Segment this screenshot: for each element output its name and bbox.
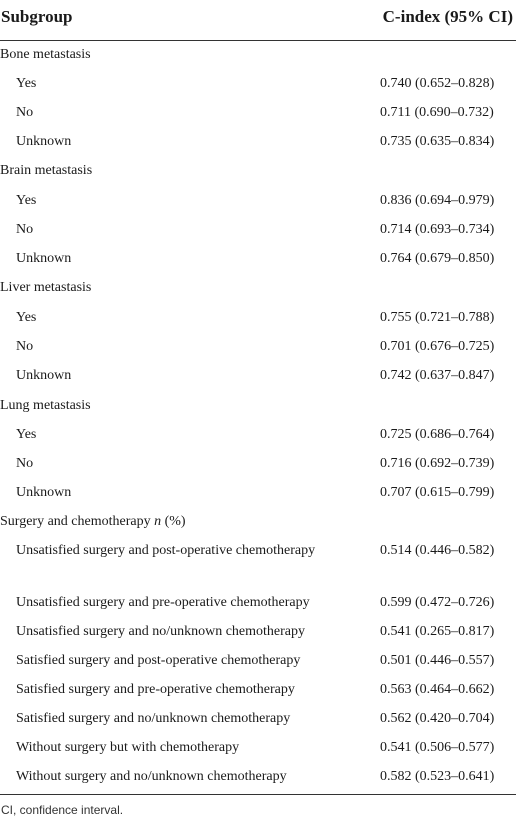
table-bottom-rule: [0, 794, 516, 795]
row-label: No: [16, 105, 34, 120]
header-cindex: C-index (95% CI): [382, 7, 513, 26]
row-value: 0.563 (0.464–0.662): [380, 682, 495, 697]
group-label: Surgery and chemotherapy n (%): [0, 514, 186, 529]
row-value: 0.725 (0.686–0.764): [380, 427, 495, 442]
row-label: Yes: [16, 310, 37, 325]
table-footnote: CI, confidence interval.: [1, 803, 124, 817]
row-value: 0.541 (0.265–0.817): [380, 624, 495, 639]
row-label: Unsatisfied surgery and no/unknown chemotherapy: [16, 624, 306, 639]
row-value: 0.740 (0.652–0.828): [380, 76, 495, 91]
row-value: 0.562 (0.420–0.704): [380, 711, 495, 726]
row-label: Yes: [16, 193, 37, 208]
table-header: [0, 0, 516, 41]
row-label: Satisfied surgery and post-operative chemotherapy: [16, 653, 301, 668]
row-value: 0.755 (0.721–0.788): [380, 310, 495, 325]
row-value: 0.599 (0.472–0.726): [380, 595, 495, 610]
row-label: Without surgery and no/unknown chemotherapy: [16, 769, 287, 784]
group-label: Brain metastasis: [0, 163, 93, 178]
row-value: 0.514 (0.446–0.582): [380, 543, 495, 558]
row-label: Unsatisfied surgery and pre-operative chemotherapy: [16, 595, 310, 610]
row-label: No: [16, 456, 34, 471]
row-label: Yes: [16, 76, 37, 91]
row-label: Unknown: [16, 368, 72, 383]
group-label: Lung metastasis: [0, 398, 91, 413]
row-label: Satisfied surgery and no/unknown chemotherapy: [16, 711, 291, 726]
row-value: 0.836 (0.694–0.979): [380, 193, 495, 208]
row-value: 0.714 (0.693–0.734): [380, 222, 495, 237]
row-value: 0.716 (0.692–0.739): [380, 456, 495, 471]
row-label: Unknown: [16, 251, 72, 266]
row-value: 0.735 (0.635–0.834): [380, 134, 495, 149]
row-label: Unknown: [16, 134, 72, 149]
row-label: Unknown: [16, 485, 72, 500]
row-label: No: [16, 222, 34, 237]
row-label: Satisfied surgery and pre-operative chemotherapy: [16, 682, 295, 697]
row-label: Without surgery but with chemotherapy: [16, 740, 240, 755]
group-label: Liver metastasis: [0, 280, 92, 295]
row-value: 0.501 (0.446–0.557): [380, 653, 495, 668]
group-label: Bone metastasis: [0, 47, 91, 62]
row-label: Unsatisfied surgery and post-operative chemotherapy: [16, 543, 316, 558]
row-value: 0.582 (0.523–0.641): [380, 769, 495, 784]
row-value: 0.541 (0.506–0.577): [380, 740, 495, 755]
row-label: Yes: [16, 427, 37, 442]
row-value: 0.707 (0.615–0.799): [380, 485, 495, 500]
row-value: 0.701 (0.676–0.725): [380, 339, 495, 354]
row-label: No: [16, 339, 34, 354]
header-subgroup: Subgroup: [1, 7, 73, 26]
row-value: 0.711 (0.690–0.732): [380, 105, 494, 120]
row-value: 0.764 (0.679–0.850): [380, 251, 495, 266]
row-value: 0.742 (0.637–0.847): [380, 368, 495, 383]
